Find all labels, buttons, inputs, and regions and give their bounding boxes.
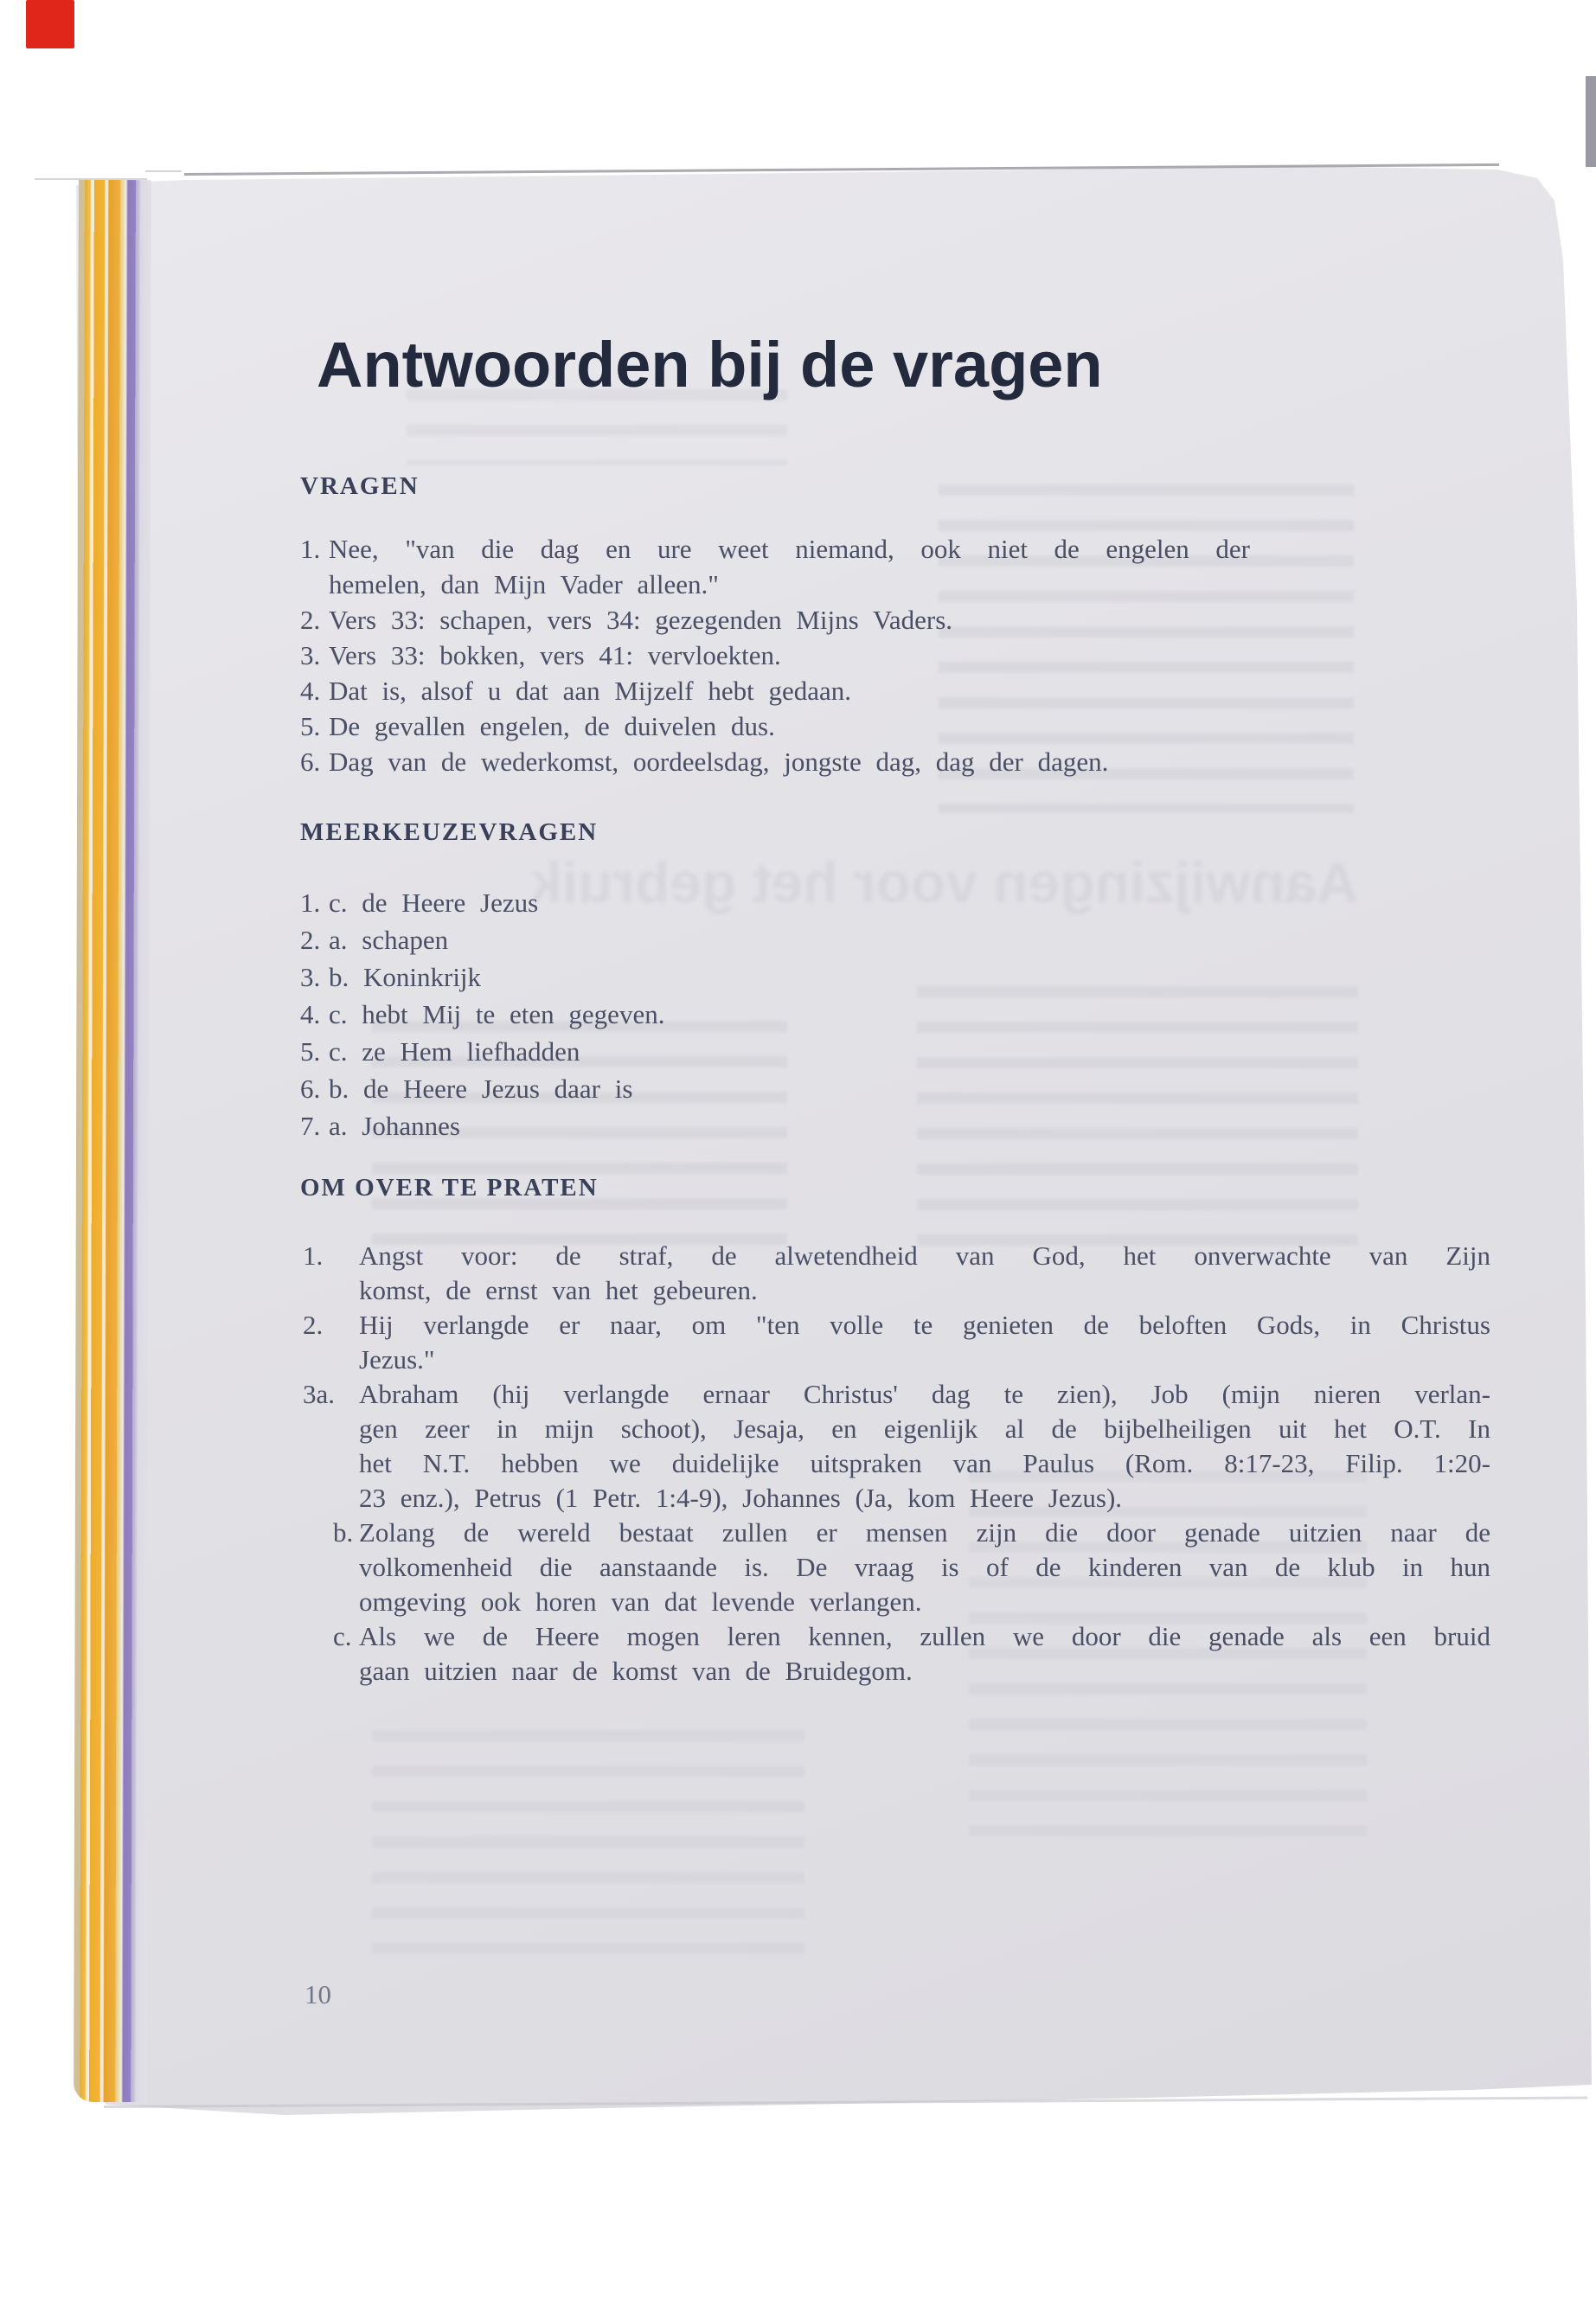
item-marker: 1. [300, 888, 321, 918]
item-marker: 1. [303, 1240, 324, 1271]
page-number: 10 [304, 1979, 331, 2009]
list-item [300, 744, 1250, 779]
item-marker: 2. [300, 925, 321, 955]
item-line: Zolang de wereld bestaat zullen er mensen zijn die door genade uitzien naar de [359, 1517, 1490, 1548]
item-line: Dat is, alsof u dat aan Mijzelf hebt gedaan. [329, 676, 851, 706]
list-item [300, 638, 1250, 673]
item-text [329, 1033, 1250, 1070]
item-text [329, 708, 1250, 744]
item-line: b. de Heere Jezus daar is [329, 1074, 633, 1104]
list-item [300, 1107, 1250, 1144]
item-line: Vers 33: bokken, vers 41: vervloekten. [329, 640, 781, 670]
red-corner-marker [26, 0, 74, 48]
item-line: het N.T. hebben we duidelijke uitspraken van Paulus (Rom. 8:17-23, Filip. 1:20- [359, 1448, 1490, 1478]
item-marker: c. [333, 1621, 352, 1651]
list-item [303, 1516, 1490, 1619]
item-line: Nee, "van die dag en ure weet niemand, ook niet de engelen der [329, 534, 1250, 564]
item-line: De gevallen engelen, de duivelen dus. [329, 711, 775, 741]
list-item [300, 1033, 1250, 1070]
page-top-edge-dash [145, 170, 182, 172]
item-marker: b. [333, 1517, 354, 1548]
item-line: a. schapen [329, 925, 449, 955]
item-line: c. ze Hem liefhadden [329, 1036, 580, 1067]
section-heading-meerkeuzevragen: MEERKEUZEVRAGEN [300, 818, 599, 846]
item-marker: 2. [300, 605, 321, 635]
list-item [300, 1070, 1250, 1107]
section-heading-om-over-te-praten: OM OVER TE PRATEN [300, 1174, 599, 1202]
item-marker: 6. [300, 1074, 321, 1104]
item-text [329, 996, 1250, 1033]
list-item [300, 708, 1250, 744]
item-line: omgeving ook horen van dat levende verlangen. [359, 1586, 922, 1617]
item-line: Als we de Heere mogen leren kennen, zullen we door die genade als een bruid [359, 1621, 1490, 1651]
page-title: Antwoorden bij de vragen [317, 328, 1103, 401]
item-text [329, 638, 1250, 673]
item-line: c. hebt Mij te eten gegeven. [329, 999, 665, 1029]
item-line: b. Koninkrijk [329, 962, 482, 992]
item-text [329, 744, 1250, 779]
item-text [329, 884, 1250, 921]
answers-list-vragen [300, 531, 1250, 779]
item-line: hemelen, dan Mijn Vader alleen." [329, 569, 719, 599]
item-text [359, 1619, 1490, 1689]
list-item [303, 1239, 1490, 1308]
item-line: Jezus." [359, 1344, 435, 1375]
list-item [300, 958, 1250, 996]
item-text [329, 673, 1250, 708]
list-item [300, 921, 1250, 958]
item-line: Dag van de wederkomst, oordeelsdag, jongste dag, dag der dagen. [329, 747, 1109, 777]
item-line: Hij verlangde er naar, om "ten volle te genieten de beloften Gods, in Christus [359, 1310, 1490, 1340]
item-marker: 4. [300, 999, 321, 1029]
item-line: gen zeer in mijn schoot), Jesaja, en eigenlijk al de bijbelheiligen uit het O.T. In [359, 1413, 1490, 1444]
answers-list-meerkeuzevragen [300, 884, 1250, 1144]
item-marker: 5. [300, 711, 321, 741]
item-text [359, 1239, 1490, 1308]
list-item [303, 1619, 1490, 1689]
item-text [329, 958, 1250, 996]
item-marker: 5. [300, 1036, 321, 1067]
item-line: Abraham (hij verlangde ernaar Christus' dag te zien), Job (mijn nieren verlan- [359, 1379, 1490, 1409]
section-heading-vragen: VRAGEN [300, 472, 420, 500]
item-marker: 1. [300, 534, 321, 564]
item-marker: 2. [303, 1310, 324, 1340]
list-item [300, 531, 1250, 602]
item-text [329, 921, 1250, 958]
item-line: c. de Heere Jezus [329, 888, 539, 918]
item-line: 23 enz.), Petrus (1 Petr. 1:4-9), Johannes (Ja, kom Heere Jezus). [359, 1483, 1123, 1513]
item-text [359, 1308, 1490, 1377]
page-top-edge-dash [35, 178, 147, 180]
right-edge-sliver [1586, 76, 1596, 167]
list-item [300, 996, 1250, 1033]
item-marker: 3. [300, 640, 321, 670]
answers-list-om-over-te-praten [303, 1239, 1490, 1689]
item-marker: 3. [300, 962, 321, 992]
item-line: Vers 33: schapen, vers 34: gezegenden Mijns Vaders. [329, 605, 953, 635]
item-marker: 3a. [303, 1379, 336, 1409]
list-item [300, 602, 1250, 638]
item-text [329, 1070, 1250, 1107]
page-fore-edges [74, 180, 151, 2102]
list-item [300, 884, 1250, 921]
item-text [329, 1107, 1250, 1144]
item-line: komst, de ernst van het gebeuren. [359, 1275, 758, 1305]
item-text [359, 1516, 1490, 1619]
item-text [359, 1377, 1490, 1516]
item-marker: 6. [300, 747, 321, 777]
item-text [329, 531, 1250, 602]
list-item [300, 673, 1250, 708]
item-marker: 7. [300, 1111, 321, 1141]
list-item [303, 1377, 1490, 1516]
list-item [303, 1308, 1490, 1377]
item-marker: 4. [300, 676, 321, 706]
item-line: Angst voor: de straf, de alwetendheid van God, het onverwachte van Zijn [359, 1240, 1490, 1271]
item-text [329, 602, 1250, 638]
item-line: a. Johannes [329, 1111, 460, 1141]
item-line: gaan uitzien naar de komst van de Bruidegom. [359, 1656, 913, 1686]
item-line: volkomenheid die aanstaande is. De vraag is of de kinderen van de klub in hun [359, 1552, 1490, 1582]
